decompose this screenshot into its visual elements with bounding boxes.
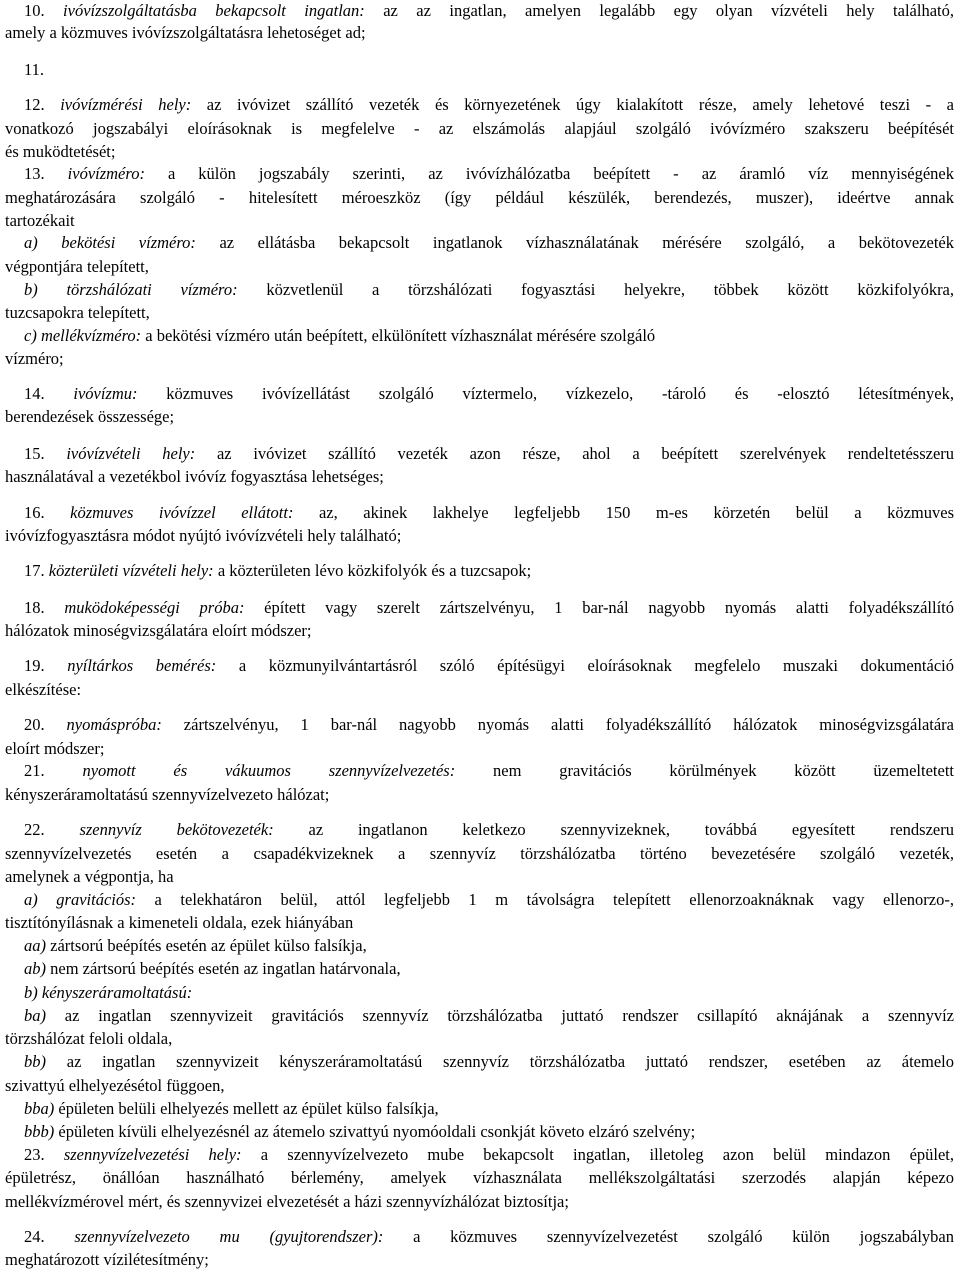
line-text: tartozékait [5,211,75,230]
text-line [24,1144,954,1166]
text-line [24,889,954,911]
line-text: ivóvízfogyasztásra módot nyújtó ivóvízvételi hely található; [5,526,402,545]
text-line [5,679,954,701]
defined-term: bba) [24,1099,55,1118]
line-text: vonatkozó jogszabályi eloírásoknak is megfelelve - az elszámolás alapjául szolgáló ivóvízméro szakszeru beépítését [5,119,954,138]
line-text: a közterületen lévo közkifolyók és a tuzcsapok; [213,561,532,580]
line-text: amely a közmuves ivóvízszolgáltatásra lehetoséget ad; [5,23,366,42]
text-line [24,982,954,1004]
defined-term: a) bekötési vízméro: [24,233,196,252]
text-line [5,912,954,934]
text-line [24,1005,954,1027]
text-line [24,714,954,736]
line-text: és muködtetését; [5,142,116,161]
line-text: az ingatlan szennyvizeit kényszeráramoltatású szennyvíz törzshálózatba juttató rendszer, esetében az átemelo [46,1052,954,1071]
line-text: tisztítónyílásnak a kimeneteli oldala, ezek hiányában [5,913,354,932]
line-text: épületrész, önállóan használható bérlemény, amelyek vízhasználata mellékszolgáltatási szerzodés alapján képezo [5,1168,954,1187]
line-text: épületen kívüli elhelyezésnél az átemelo szivattyú nyomóoldali csonkját követo elzáró szelvény; [54,1122,696,1141]
text-line [24,1121,954,1143]
line-text: a közmuves szennyvízelvezetést szolgáló külön jogszabályban [383,1227,954,1246]
text-line [5,466,954,488]
defined-term: szennyvíz bekötovezeték: [79,820,274,839]
text-line [24,1226,954,1248]
defined-term: nyomott és vákuumos szennyvízelvezetés: [82,761,456,780]
line-text: végpontjára telepített, [5,257,149,276]
line-text: meghatározására szolgáló - hitelesített méroeszköz (így például készülék, berendezés, muszer), ideértve annak [5,188,954,207]
text-line [24,325,954,347]
text-line [5,256,954,278]
line-text: 14. [24,384,74,403]
line-text: 12. [24,95,61,114]
text-line [24,0,954,22]
line-text: az ivóvizet szállító vezeték és környezetének úgy kialakított része, amely lehetové teszi - a [191,95,954,114]
text-line [5,141,954,163]
text-line [5,118,954,140]
line-text: szennyvízelvezetés esetén a csapadékvizeknek a szennyvíz törzshálózatba történo bevezetésére szolgáló vezeték, [5,844,954,863]
defined-term: közmuves ivóvízzel ellátott: [70,503,294,522]
line-text: berendezések összessége; [5,407,175,426]
defined-term: közterületi vízvételi hely: [48,561,214,580]
text-line [5,187,954,209]
line-text: az ellátásba bekapcsolt ingatlanok vízhasználatának mérésére szolgáló, a bekötovezeték [195,233,954,252]
line-text: 11. [24,60,45,79]
line-text: kényszeráramoltatású szennyvízelvezeto hálózat; [5,785,330,804]
text-line [24,958,954,980]
line-text: a szennyvízelvezeto mube bekapcsolt ingatlan, illetoleg azon belül mindazon épület, [241,1145,954,1164]
text-line [5,866,954,888]
line-text: a telekhatáron belül, attól legfeljebb 1 m távolságra telepített ellenorzoaknáknak vagy ellenorzo-, [136,890,954,909]
line-text: 16. [24,503,71,522]
text-line [5,1028,954,1050]
line-text: 10. [24,1,64,20]
line-text: amelynek a végpontja, ha [5,867,174,886]
text-line [5,784,954,806]
line-text: épületen belüli elhelyezés mellett az épület külso falsíkja, [54,1099,439,1118]
text-line [24,1098,954,1120]
line-text: 20. [24,715,67,734]
text-line [5,22,954,44]
line-text: az ivóvizet szállító vezeték azon része, ahol a beépített szerelvények rendeltetésszeru [195,444,954,463]
text-line [24,279,954,301]
line-text: vízméro; [5,349,64,368]
line-text: eloírt módszer; [5,739,105,758]
line-text: nem gravitációs körülmények között üzemeltetett [455,761,954,780]
text-line [24,560,954,582]
line-text: az ingatlan szennyvizeit gravitációs szennyvíz törzshálózatba juttató rendszer csillapító aknájának a szennyvíz [46,1006,954,1025]
line-text: 21. [24,761,83,780]
defined-term: ivóvízmérési hely: [60,95,192,114]
text-line [5,210,954,232]
text-line [5,843,954,865]
text-line [5,525,954,547]
text-line [24,443,954,465]
line-text: tuzcsapokra telepített, [5,303,150,322]
text-line [5,738,954,760]
text-line [24,232,954,254]
defined-term: a) gravitációs: [24,890,137,909]
text-line [24,597,954,619]
defined-term: bbb) [24,1122,55,1141]
text-line [24,1051,954,1073]
text-line [24,94,954,116]
line-text: az az ingatlan, amelyen legalább egy olyan vízvételi hely található, [364,1,954,20]
defined-term: nyíltárkos bemérés: [67,656,217,675]
text-line [24,935,954,957]
line-text: a külön jogszabály szerinti, az ivóvízhálózatba beépített - az áramló víz mennyiségének [144,164,954,183]
defined-term: c) mellékvízméro: [24,326,142,345]
line-text: épített vagy szerelt zártszelvényu, 1 bar-nál nagyobb nyomás alatti folyadékszállító [244,598,954,617]
text-line [5,1167,954,1189]
defined-term: muködoképességi próba: [64,598,245,617]
line-text: zártsorú beépítés esetén az épület külso falsíkja, [46,936,367,955]
text-line [24,383,954,405]
text-line [5,1075,954,1097]
line-text: a közmunyilvántartásról szóló építésügyi eloírásoknak megfelelo muszaki dokumentáció [216,656,954,675]
line-text: törzshálózat feloli oldala, [5,1029,173,1048]
line-text: szivattyú elhelyezésétol függoen, [5,1076,225,1095]
text-line [5,302,954,324]
text-line [5,620,954,642]
defined-term: ivóvízvételi hely: [66,444,196,463]
defined-term: b) törzshálózati vízméro: [24,280,238,299]
line-text: közvetlenül a törzshálózati fogyasztási helyekre, többek között közkifolyókra, [237,280,954,299]
defined-term: b) kényszeráramoltatású: [24,983,193,1002]
line-text: 17. [24,561,49,580]
defined-term: bb) [24,1052,46,1071]
line-text: nem zártsorú beépítés esetén az ingatlan határvonala, [46,959,401,978]
defined-term: ivóvízszolgáltatásba bekapcsolt ingatlan: [63,1,365,20]
line-text: 19. [24,656,68,675]
line-text: 24. [24,1227,75,1246]
text-line [5,406,954,428]
text-line [24,59,954,81]
line-text: hálózatok minoségvizsgálatára eloírt módszer; [5,621,312,640]
text-line [24,819,954,841]
line-text: 22. [24,820,80,839]
line-text: 18. [24,598,65,617]
line-text: elkészítése: [5,680,82,699]
line-text: használatával a vezetékbol ivóvíz fogyasztása lehetséges; [5,467,384,486]
defined-term: szennyvízelvezetési hely: [63,1145,242,1164]
line-text: a bekötési vízméro után beépített, elkülönített vízhasználat mérésére szolgáló [141,326,656,345]
line-text: közmuves ivóvízellátást szolgáló víztermelo, vízkezelo, -tároló és -elosztó létesítmények, [137,384,954,403]
line-text: 13. [24,164,68,183]
line-text: zártszelvényu, 1 bar-nál nagyobb nyomás alatti folyadékszállító hálózatok minoségvizsgálatára [161,715,954,734]
text-line [24,655,954,677]
text-line [24,760,954,782]
defined-term: nyomáspróba: [66,715,162,734]
defined-term: aa) [24,936,46,955]
text-line [5,348,954,370]
text-line [24,502,954,524]
line-text: 23. [24,1145,64,1164]
defined-term: ivóvízmu: [73,384,138,403]
line-text: az, akinek lakhelye legfeljebb 150 m-es körzetén belül a közmuves [293,503,954,522]
defined-term: ba) [24,1006,46,1025]
line-text: mellékvízmérovel mért, és szennyvizei elvezetését a házi szennyvízhálózat biztosítja; [5,1192,569,1211]
defined-term: ab) [24,959,46,978]
text-line [24,163,954,185]
line-text: 15. [24,444,67,463]
line-text: az ingatlanon keletkezo szennyvizeknek, továbbá egyesített rendszeru [273,820,954,839]
text-line [5,1191,954,1213]
defined-term: szennyvízelvezeto mu (gyujtorendszer): [74,1227,384,1246]
text-line [5,1249,954,1271]
line-text: meghatározott vízilétesítmény; [5,1250,209,1269]
defined-term: ivóvízméro: [67,164,145,183]
